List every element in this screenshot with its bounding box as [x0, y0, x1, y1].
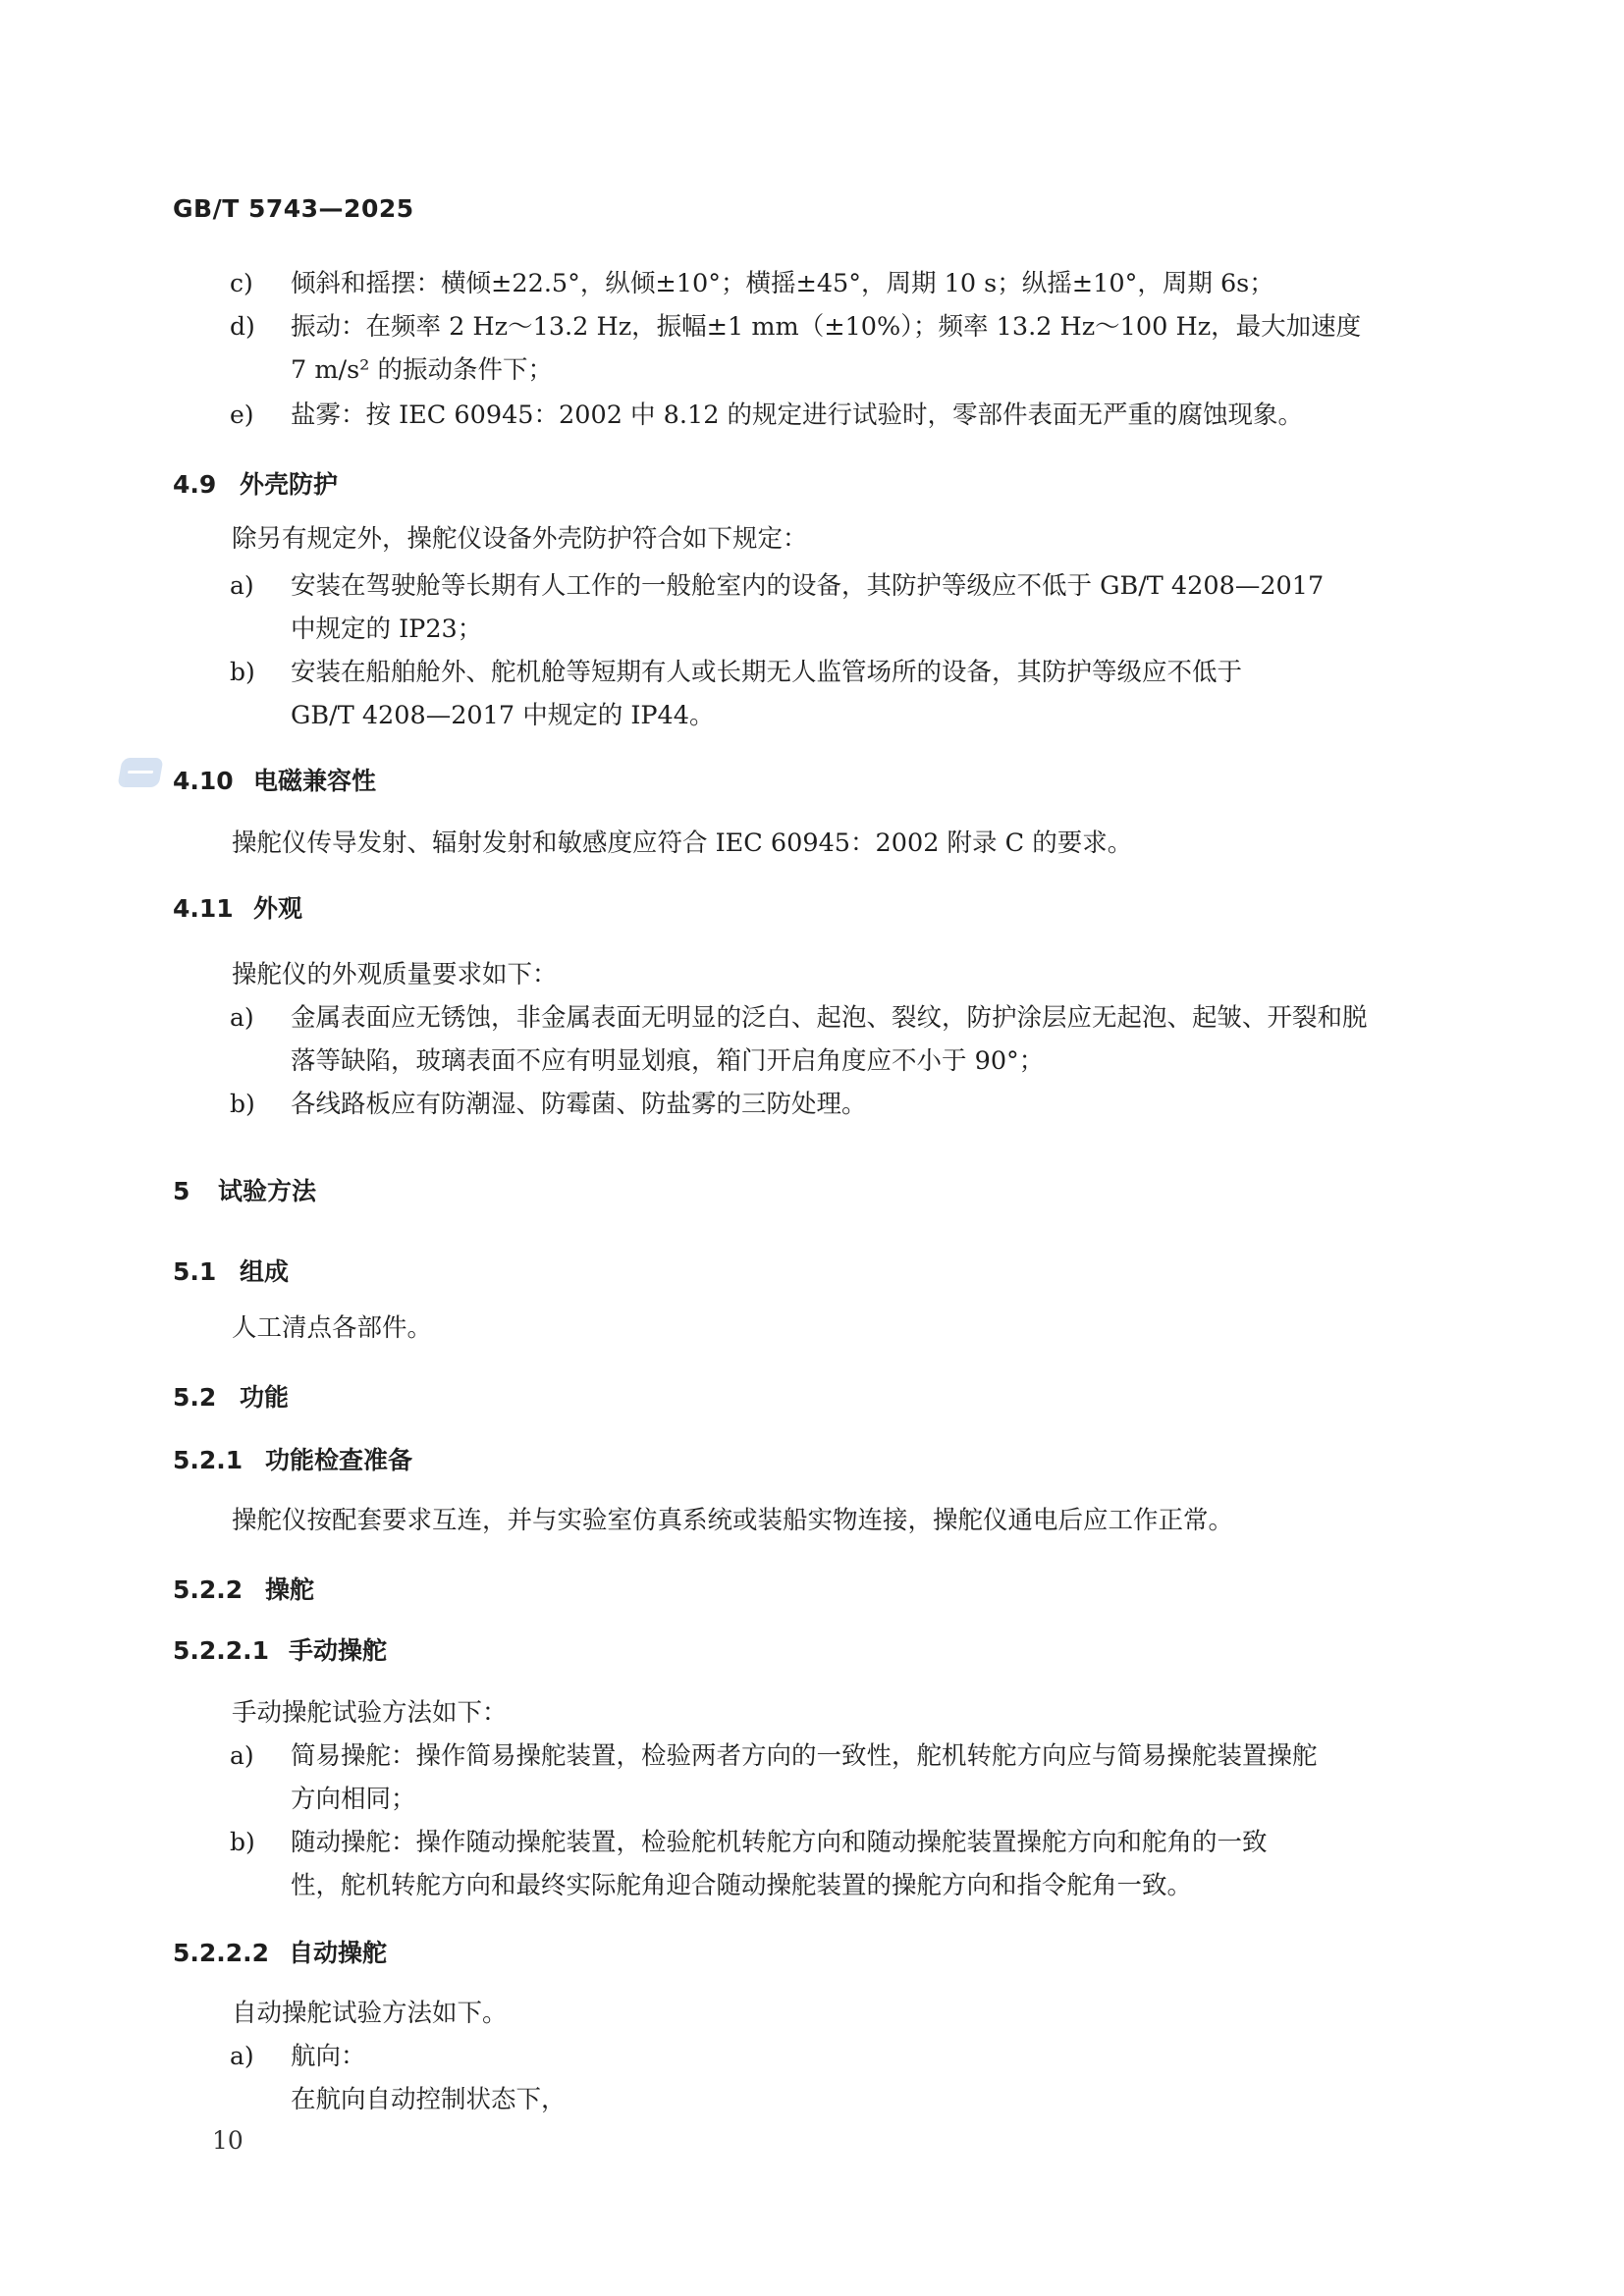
section-heading-5-2-2-1: [173, 1631, 387, 1667]
list-item-text: 方向相同；: [291, 1785, 416, 1814]
section-number: 4.9: [173, 470, 217, 499]
section-title: 外壳防护: [240, 470, 339, 499]
list-item-text: 金属表面应无锈蚀，非金属表面无明显的泛白、起泡、裂纹，防护涂层应无起泡、起皱、开裂和脱: [291, 1003, 1368, 1033]
section-heading-5: [173, 1172, 316, 1207]
list-item-text: 航向：: [291, 2042, 366, 2071]
list-item-text: 在航向自动控制状态下，: [291, 2085, 567, 2114]
section-number: 4.10: [173, 767, 234, 795]
list-item-text: 各线路板应有防潮湿、防霉菌、防盐雾的三防处理。: [291, 1090, 867, 1119]
section-number: 5.2.2.1: [173, 1636, 270, 1665]
list-marker: d): [230, 312, 255, 341]
list-marker: a): [230, 2042, 254, 2070]
section-title: 功能: [240, 1383, 290, 1412]
list-item-text: 中规定的 IP23；: [291, 614, 483, 644]
list-item-text: 简易操舵：操作简易操舵装置，检验两者方向的一致性，舵机转舵方向应与简易操舵装置操舵: [291, 1741, 1318, 1771]
section-heading-5-2-2: [173, 1571, 314, 1606]
list-marker: b): [230, 1828, 255, 1856]
section-number: 4.11: [173, 894, 234, 923]
paragraph-text: 操舵仪传导发射、辐射发射和敏感度应符合 IEC 60945：2002 附录 C 的要求。: [232, 828, 1133, 858]
paragraph-text: 除另有规定外，操舵仪设备外壳防护符合如下规定：: [232, 524, 808, 554]
paragraph-text: 操舵仪按配套要求互连，并与实验室仿真系统或装船实物连接，操舵仪通电后应工作正常。: [232, 1506, 1234, 1535]
list-item-text: 安装在船舶舱外、舵机舱等短期有人或长期无人监管场所的设备，其防护等级应不低于: [291, 658, 1243, 687]
list-item-text: 性，舵机转舵方向和最终实际舵角迎合随动操舵装置的操舵方向和指令舵角一致。: [291, 1871, 1193, 1900]
section-heading-4-11: [173, 889, 302, 925]
section-title: 操舵: [265, 1575, 315, 1604]
list-marker: a): [230, 1741, 254, 1770]
section-title: 电磁兼容性: [253, 767, 377, 795]
list-item-text: 7 m/s² 的振动条件下；: [291, 355, 554, 385]
section-title: 自动操舵: [289, 1939, 388, 1967]
list-item-text: 盐雾：按 IEC 60945：2002 中 8.12 的规定进行试验时，零部件表面无严重的腐蚀现象。: [291, 400, 1304, 430]
list-marker: b): [230, 1090, 255, 1118]
section-heading-5-2-1: [173, 1441, 412, 1476]
section-number: 5.2: [173, 1383, 217, 1412]
section-title: 功能检查准备: [265, 1446, 413, 1474]
list-marker: a): [230, 1003, 254, 1032]
list-item-text: 倾斜和摇摆：横倾±22.5°，纵倾±10°；横摇±45°，周期 10 s；纵摇±10°，周期 6s；: [291, 269, 1274, 298]
list-item-text: 随动操舵：操作随动操舵装置，检验舵机转舵方向和随动操舵装置操舵方向和舵角的一致: [291, 1828, 1268, 1857]
section-heading-4-10: [173, 762, 376, 797]
section-number: 5.2.2.2: [173, 1939, 270, 1967]
paragraph-text: 自动操舵试验方法如下。: [232, 1999, 508, 2028]
list-item-text: GB/T 4208—2017 中规定的 IP44。: [291, 701, 715, 730]
section-heading-5-2: [173, 1378, 289, 1414]
section-number: 5.2.2: [173, 1575, 244, 1604]
list-item-text: 振动：在频率 2 Hz～13.2 Hz，振幅±1 mm（±10%）；频率 13.2 Hz～100 Hz，最大加速度: [291, 312, 1362, 342]
section-number: 5: [173, 1177, 190, 1205]
list-marker: e): [230, 400, 254, 429]
paragraph-text: 手动操舵试验方法如下：: [232, 1698, 508, 1728]
section-title: 手动操舵: [289, 1636, 388, 1665]
page-number: 10: [212, 2126, 244, 2155]
paragraph-text: 人工清点各部件。: [232, 1313, 433, 1343]
sac-watermark-logo: [117, 758, 163, 787]
section-title: 外观: [253, 894, 303, 923]
section-number: 5.2.1: [173, 1446, 244, 1474]
list-marker: c): [230, 269, 253, 297]
section-heading-4-9: [173, 465, 338, 501]
list-item-text: 安装在驾驶舱等长期有人工作的一般舱室内的设备，其防护等级应不低于 GB/T 4208—2017: [291, 571, 1325, 601]
list-item-text: 落等缺陷，玻璃表面不应有明显划痕，箱门开启角度应不小于 90°；: [291, 1046, 1045, 1076]
section-heading-5-2-2-2: [173, 1934, 387, 1969]
list-marker: a): [230, 571, 254, 600]
section-number: 5.1: [173, 1257, 217, 1286]
paragraph-text: 操舵仪的外观质量要求如下：: [232, 960, 558, 989]
section-title: 试验方法: [218, 1177, 317, 1205]
section-title: 组成: [240, 1257, 290, 1286]
document-code-header: GB/T 5743—2025: [173, 194, 414, 223]
section-heading-5-1: [173, 1253, 289, 1288]
list-marker: b): [230, 658, 255, 686]
